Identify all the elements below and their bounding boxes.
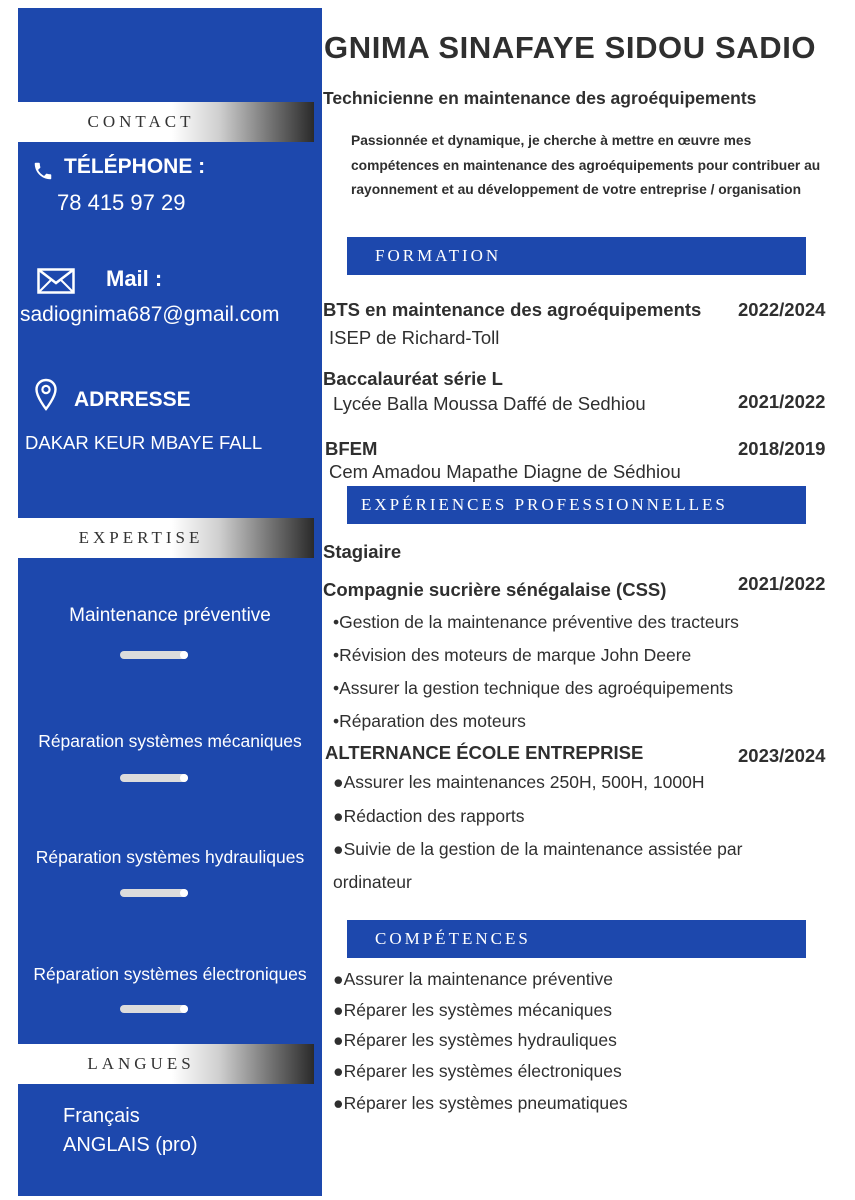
experience-year: 2021/2022	[738, 573, 826, 594]
sidebar	[18, 8, 322, 1196]
expertise-heading: EXPERTISE	[18, 518, 314, 558]
mail-value: sadiognima687@gmail.com	[20, 303, 280, 326]
mail-label: Mail :	[106, 266, 163, 291]
address-value: DAKAR KEUR MBAYE FALL	[25, 432, 263, 453]
page-title: GNIMA SINAFAYE SIDOU SADIO	[324, 30, 817, 65]
formation-year: 2021/2022	[738, 391, 826, 412]
location-pin-icon	[34, 378, 58, 417]
skill-label-electroniques: Réparation systèmes électroniques	[33, 964, 307, 984]
skill-level-bar	[120, 651, 188, 659]
phone-icon	[32, 160, 54, 187]
languages-heading: LANGUES	[18, 1044, 314, 1084]
competence-item: ●Réparer les systèmes mécaniques	[333, 1000, 613, 1020]
formation-heading: FORMATION	[347, 237, 806, 275]
phone-label: TÉLÉPHONE :	[64, 155, 206, 178]
skill-label-maintenance: Maintenance préventive	[69, 605, 271, 626]
skill-level-bar	[120, 1005, 188, 1013]
competence-item: ●Assurer la maintenance préventive	[333, 969, 614, 989]
experience-company: Compagnie sucrière sénégalaise (CSS)	[323, 579, 667, 600]
competence-item: ●Réparer les systèmes pneumatiques	[333, 1093, 628, 1113]
skill-label-mecaniques: Réparation systèmes mécaniques	[38, 731, 302, 751]
address-label: ADRRESSE	[74, 388, 191, 411]
competence-item: ●Réparer les systèmes hydrauliques	[333, 1030, 617, 1050]
profile-summary: Passionnée et dynamique, je cherche à mettre en œuvre mes compétences en maintenance des agroéquipements pour contribuer au rayonnement et au développement de votre entreprise / organisation	[351, 133, 821, 197]
skill-level-bar	[120, 889, 188, 897]
experience-bullet: ●Assurer les maintenances 250H, 500H, 1000H	[333, 772, 705, 792]
experience-bullet: ordinateur	[333, 872, 412, 892]
formation-title: Baccalauréat série L	[323, 368, 503, 389]
skill-level-bar	[120, 774, 188, 782]
experience-bullet: •Réparation des moteurs	[333, 711, 526, 731]
formation-school: Lycée Balla Moussa Daffé de Sedhiou	[333, 393, 646, 414]
experience-bullet: •Révision des moteurs de marque John Deere	[333, 645, 692, 665]
experiences-heading: EXPÉRIENCES PROFESSIONNELLES	[347, 486, 806, 524]
mail-icon	[37, 268, 75, 299]
contact-heading: CONTACT	[18, 102, 314, 142]
skill-label-hydrauliques: Réparation systèmes hydrauliques	[35, 847, 305, 867]
experience-role: Stagiaire	[323, 541, 402, 562]
phone-value: 78 415 97 29	[57, 190, 186, 215]
formation-title: BFEM	[325, 438, 378, 459]
formation-year: 2022/2024	[738, 299, 826, 320]
competences-heading: COMPÉTENCES	[347, 920, 806, 958]
formation-year: 2018/2019	[738, 438, 826, 459]
formation-school: Cem Amadou Mapathe Diagne de Sédhiou	[329, 461, 681, 482]
experience-bullet: ●Rédaction des rapports	[333, 806, 525, 826]
formation-school: ISEP de Richard-Toll	[329, 327, 500, 348]
language-item: ANGLAIS (pro)	[63, 1134, 198, 1156]
experience-bullet: •Gestion de la maintenance préventive des tracteurs	[333, 612, 739, 632]
experience-year: 2023/2024	[738, 745, 826, 766]
job-title: Technicienne en maintenance des agroéquipements	[323, 88, 757, 108]
competence-item: ●Réparer les systèmes électroniques	[333, 1061, 622, 1081]
experience-company: ALTERNANCE ÉCOLE ENTREPRISE	[325, 742, 644, 763]
experience-bullet: •Assurer la gestion technique des agroéquipements	[333, 678, 734, 698]
experience-bullet: ●Suivie de la gestion de la maintenance assistée par	[333, 839, 743, 859]
language-item: Français	[63, 1105, 140, 1127]
formation-title: BTS en maintenance des agroéquipements	[323, 299, 702, 320]
